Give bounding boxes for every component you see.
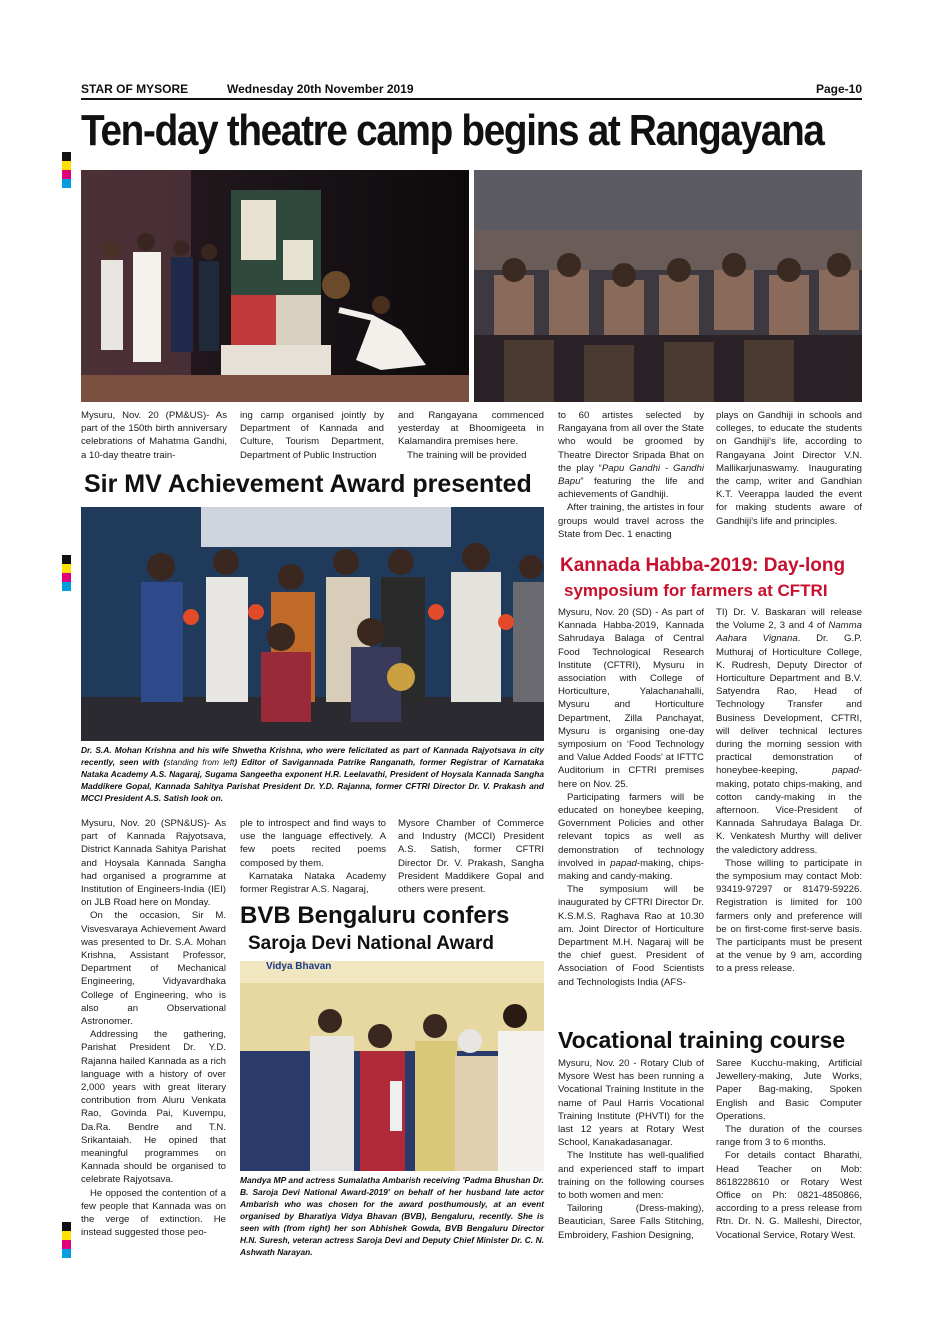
text: standing from left: [166, 757, 235, 767]
paragraph: [558, 409, 704, 501]
paragraph: Mysore Chamber of Commerce and Industry (MCCI) President A.S. Satish, former CFTRI Director Dr. V. Prakash, Sangha President Maddikere Gopal and others were present.: [398, 818, 544, 896]
story2-column-3: [398, 817, 544, 896]
paragraph: ple to introspect and find ways to use the language effectively. A few poets recited poems composed by them.: [240, 818, 386, 869]
story3-headline-line1: BVB Bengaluru confers: [240, 902, 510, 929]
story3-headline-line2: Saroja Devi National Award: [248, 933, 495, 954]
story4-column-1: [558, 606, 704, 989]
paragraph: Mysuru, Nov. 20 - Rotary Club of Mysore West has been running a Vocational Training Institute in the name of Paul Harris Vocational Training Institute (PHVTI) for the last 12 years at Rotary West School, Kanakadasanagar.: [558, 1058, 704, 1149]
paper-name: STAR OF MYSORE: [81, 82, 189, 96]
text: ” featuring the life and achievements of Gandhiji.: [558, 476, 704, 501]
text: ) Editor of Savigannada Patrike Ranganath, former Registrar of Karnataka Nataka Academy A.S. Nagaraj, Sugama Sangeetha exponent H.R. Leelavathi, President of Hoysala Kannada Sangha Maddikere Gopal, Kannada Sahitya Parishat President Dr. Y.D. Rajanna, former CFTRI Director Dr. V. Prakash and MCCI President A.S. Satish look on.: [81, 757, 544, 803]
story2-caption: [81, 744, 544, 804]
text: to 60 artistes selected by Rangayana from all over the State who would be groomed by Theatre Director Sripada Bhat on the play “: [558, 410, 704, 474]
paragraph: He opposed the contention of a few people that Kannada was on the verge of extinction. He instead suggested those peo-: [81, 1187, 226, 1239]
story2-column-2: [240, 817, 386, 896]
paragraph: plays on Gandhiji in schools and colleges, to educate the students on Gandhiji's life, according to Rangayana Joint Director V.N. Mallikarjunaswamy. Inaugurating the camp, writer and Gandhian K.T. Veerappa lauded the event for making students aware of Gandhiji's life and principles.: [716, 410, 862, 527]
registration-mark: [62, 555, 71, 591]
paragraph: Mysuru, Nov. 20 (SPN&US)- As part of Kannada Rajyotsava, District Kannada Sahitya Parishat and Hoysala Kannada Sangha had organised a programme at Institution of Engineers-India (IEI) on JLB Road here on Monday.: [81, 818, 226, 909]
text: Dr. S.A. Mohan Krishna and his wife Shwetha Krishna, who were felicitated as part of Kannada Rajyotsava in city recently, seen with (: [81, 745, 544, 767]
saroja-devi-award-photo: [240, 961, 544, 1171]
page-number: Page-10: [815, 82, 862, 96]
issue-date: Wednesday 20th November 2019: [227, 82, 414, 96]
paragraph: [716, 606, 862, 857]
paragraph: On the occasion, Sir M. Visvesvaraya Achievement Award was presented to Dr. S.A. Mohan Krishna, Assistant Professor, Department of Mechanical Engineering, Vidyavardhaka College of Engineering, who is also an Observational Astronomer.: [81, 910, 226, 1028]
paragraph: Tailoring (Dress-making), Beautician, Saree Falls Stitching, Embroidery, Fashion Designing,: [558, 1203, 704, 1241]
registration-mark: [62, 152, 71, 188]
paragraph: [558, 791, 704, 883]
paragraph: The symposium will be inaugurated by CFTRI Director Dr. K.S.M.S. Raghava Rao at 10.30 am. Joint Director of Horticulture Department M.H. Nagaraj will be the chief guest. President of Association of Food Scientists and Technologists India (AFS-: [558, 884, 704, 988]
paragraph: ing camp organised jointly by Department of Kannada and Culture, Tourism Department, Department of Public Instruction: [240, 410, 384, 461]
banner-text: Vidya Bhavan: [266, 961, 332, 972]
text: papad: [832, 765, 859, 777]
story3-caption: Mandya MP and actress Sumalatha Ambarish receiving 'Padma Bhushan Dr. B. Saroja Devi National Award-2019' on behalf of her husband late actor Ambarish who was chosen for the award posthumously, at an event organised by Bharatiya Vidya Bhavan (BVB), Bengaluru, recently. She is seen with (from right) her son Abhishek Gowda, BVB Bengaluru Director H.N. Suresh, veteran actress Saroja Devi and Deputy Chief Minister Dr. C. N. Ashwath Narayan.: [240, 1175, 544, 1257]
paragraph: For details contact Bharathi, Head Teacher on Mob: 8618228610 or Rotary West Office on Ph: 0821-4850866, according to a press release from Rtn. Dr. N. G. Malleshi, Director, Vocational Service, Rotary West.: [716, 1150, 862, 1241]
story1-column-5: [716, 409, 862, 528]
story5-column-2: [716, 1057, 862, 1242]
masthead: [81, 80, 862, 100]
story2-headline: Sir MV Achievement Award presented: [84, 470, 532, 498]
paragraph: The training will be provided: [407, 449, 527, 461]
paragraph: Those willing to participate in the symposium may contact Mob: 93419-97297 or 81479-59226. Registration is limited for 100 farmers only and preference will be on first-come first-serve basis. The participants must be present at the venue by 9 am, according to a press release.: [716, 857, 862, 975]
paragraph: Saree Kucchu-making, Artificial Jewellery-making, Jute Works, Paper Bag-making, Spoken English and Basic Computer Operations.: [716, 1058, 862, 1122]
paragraph: The Institute has well-qualified and experienced staff to impart training on the following courses to both women and men:: [558, 1150, 704, 1202]
play-title: Papu Gandhi - Gandhi Bapu: [558, 462, 704, 488]
text: -making, potato chips-making, and cotton candy-making in the afternoon. Vice-President of Kannada Sahrudaya Balaga Dr. K. Venkatesh Murthy will deliver the valedictory address.: [716, 765, 862, 856]
paragraph: Mysuru, Nov. 20 (PM&US)- As part of the 150th birth anniversary celebrations of Mahatma Gandhi, a 10-day theatre train-: [81, 410, 227, 461]
story4-headline-line1: Kannada Habba-2019: Day-long: [560, 555, 846, 576]
story1-column-4: [558, 409, 704, 541]
audience-photo: [474, 170, 862, 402]
story4-column-2: [716, 606, 862, 976]
text: . Dr. G.P. Muthuraj of Horticulture College, K. Rudresh, Deputy Director of Horticulture Department and B.V. Satyendra Rao, Head of Technology Transfer and Business Development, CFTRI, will deliver technical lectures during the morning session with practical demonstration of honeybee-keeping,: [716, 633, 862, 777]
text: -making, chips- making and candy-making.: [558, 857, 705, 883]
story4-headline-line2: symposium for farmers at CFTRI: [564, 581, 828, 600]
story1-column-2: [240, 409, 384, 462]
paragraph: Mysuru, Nov. 20 (SD) - As part of Kannada Habba-2019, Kannada Sahrudaya Balaga of Central Food Technological Research Institute (CFTRI), Mysuru in association with College of Horticulture, Yalachanahalli, Mysuru and Horticulture Department, Zilla Panchayat, Mysuru is organising one-day symposium on ‘Food Technology and Value Added Foods’ at IFTTC Auditorium in CFTRI premises here on Nov. 25.: [558, 607, 704, 790]
story5-headline: Vocational training course: [558, 1027, 846, 1053]
paragraph: After training, the artistes in four groups would travel across the State from Dec. 1 enacting: [558, 502, 704, 540]
story5-column-1: [558, 1057, 704, 1242]
story2-column-1: [81, 817, 226, 1240]
story1-headline: Ten-day theatre camp begins at Rangayana: [81, 106, 824, 155]
paragraph: and Rangayana commenced yesterday at Bhoomigeeta in Kalamandira premises here.: [398, 410, 544, 448]
registration-mark: [62, 1222, 71, 1258]
story1-column-1: [81, 409, 227, 462]
text: Namma Aahara Vignana: [716, 620, 862, 645]
paragraph: Addressing the gathering, Parishat President Dr. Y.D. Rajanna hailed Kannada as a rich language with a history of over 2,000 years with great literary contribution from Aluru Venkata Rao, Govinda Pai, Kuvempu, Da.Ra. Bendre and T.N. Srikantaiah. He opined that meaningful programmes on Kannada should be organised to celebrate Rajyotsava.: [81, 1029, 226, 1186]
paragraph: Karnataka Nataka Academy former Registrar A.S. Nagaraj,: [240, 870, 386, 896]
text: TI) Dr. V. Baskaran will release the Volume 2, 3 and 4 of: [716, 607, 862, 632]
text: Participating farmers will be educated on honeybee keeping, Government Policies and other relevant topics as well as demonstration of technology involved in: [558, 791, 704, 869]
award-group-photo: [81, 507, 544, 741]
text: papad: [610, 857, 637, 869]
story1-column-3: [398, 409, 544, 462]
paragraph: The duration of the courses range from 3 to 6 months.: [716, 1124, 862, 1149]
theatre-stage-photo: [81, 170, 469, 402]
